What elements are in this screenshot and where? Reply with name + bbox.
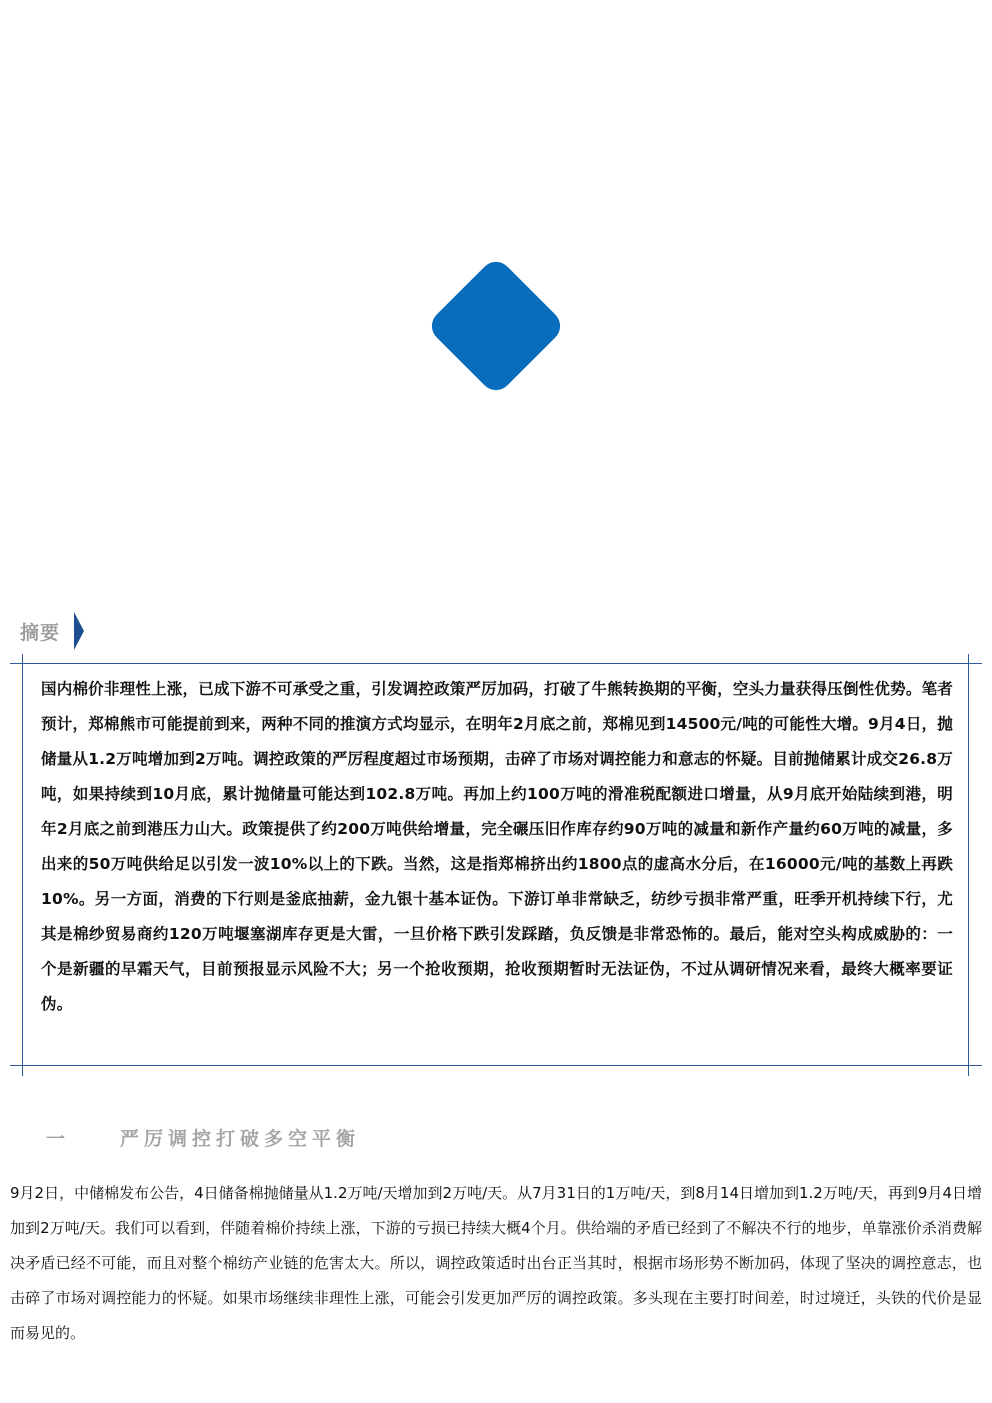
- section-body-text: 9月2日，中储棉发布公告，4日储备棉抛储量从1.2万吨/天增加到2万吨/天。从7月31日的1万吨/天，到8月14日增加到1.2万吨/天，再到9月4日增加到2万吨/天。我们可以看到，伴随着棉价持续上涨，下游的亏损已持续大概4个月。供给端的矛盾已经到了不解决不行的地步，单靠涨价杀消费解决矛盾已经不可能，而且对整个棉纺产业链的危害太大。所以，调控政策适时出台正当其时，根据市场形势不断加码，体现了坚决的调控意志，也击碎了市场对调控能力的怀疑。如果市场继续非理性上涨，可能会引发更加严厉的调控政策。多头现在主要打时间差，时过境迁，头铁的代价是显而易见的。: [10, 1184, 982, 1342]
- summary-text: 国内棉价非理性上涨，已成下游不可承受之重，引发调控政策严厉加码，打破了牛熊转换期的平衡，空头力量获得压倒性优势。笔者预计，郑棉熊市可能提前到来，两种不同的推演方式均显示，在明年2月底之前，郑棉见到14500元/吨的可能性大增。9月4日，抛储量从1.2万吨增加到2万吨。调控政策的严厉程度超过市场预期，击碎了市场对调控能力和意志的怀疑。目前抛储累计成交26.8万吨，如果持续到10月底，累计抛储量可能达到102.8万吨。再加上约100万吨的滑准税配额进口增量，从9月底开始陆续到港，明年2月底之前到港压力山大。政策提供了约200万吨供给增量，完全碾压旧作库存约90万吨的减量和新作产量约60万吨的减量，多出来的50万吨供给足以引发一波10%以上的下跌。当然，这是指郑棉挤出约1800点的虚高水分后，在16000元/吨的基数上再跌10%。另一方面，消费的下行则是釜底抽薪，金九银十基本证伪。下游订单非常缺乏，纺纱亏损非常严重，旺季开机持续下行，尤其是棉纱贸易商约120万吨堰塞湖库存更是大雷，一旦价格下跌引发踩踏，负反馈是非常恐怖的。最后，能对空头构成威胁的：一个是新疆的早霜天气，目前预报显示风险不大；另一个抢收预期，抢收预期暂时无法证伪，不过从调研情况来看，最终大概率要证伪。: [41, 680, 953, 1013]
- chevron-right-icon: [74, 612, 84, 650]
- section-heading: [46, 1124, 360, 1151]
- summary-heading: [20, 612, 84, 650]
- section-number: 一: [46, 1128, 66, 1150]
- summary-title: 摘要: [20, 621, 61, 644]
- summary-box-right-border: [968, 654, 969, 1076]
- summary-box-left-border: [22, 654, 23, 1076]
- section-title: 严厉调控打破多空平衡: [120, 1128, 361, 1150]
- summary-box-bottom-border: [10, 1065, 982, 1066]
- summary-box: [10, 654, 982, 1076]
- diamond-logo-icon: [425, 255, 566, 396]
- summary-box-top-border: [10, 663, 982, 664]
